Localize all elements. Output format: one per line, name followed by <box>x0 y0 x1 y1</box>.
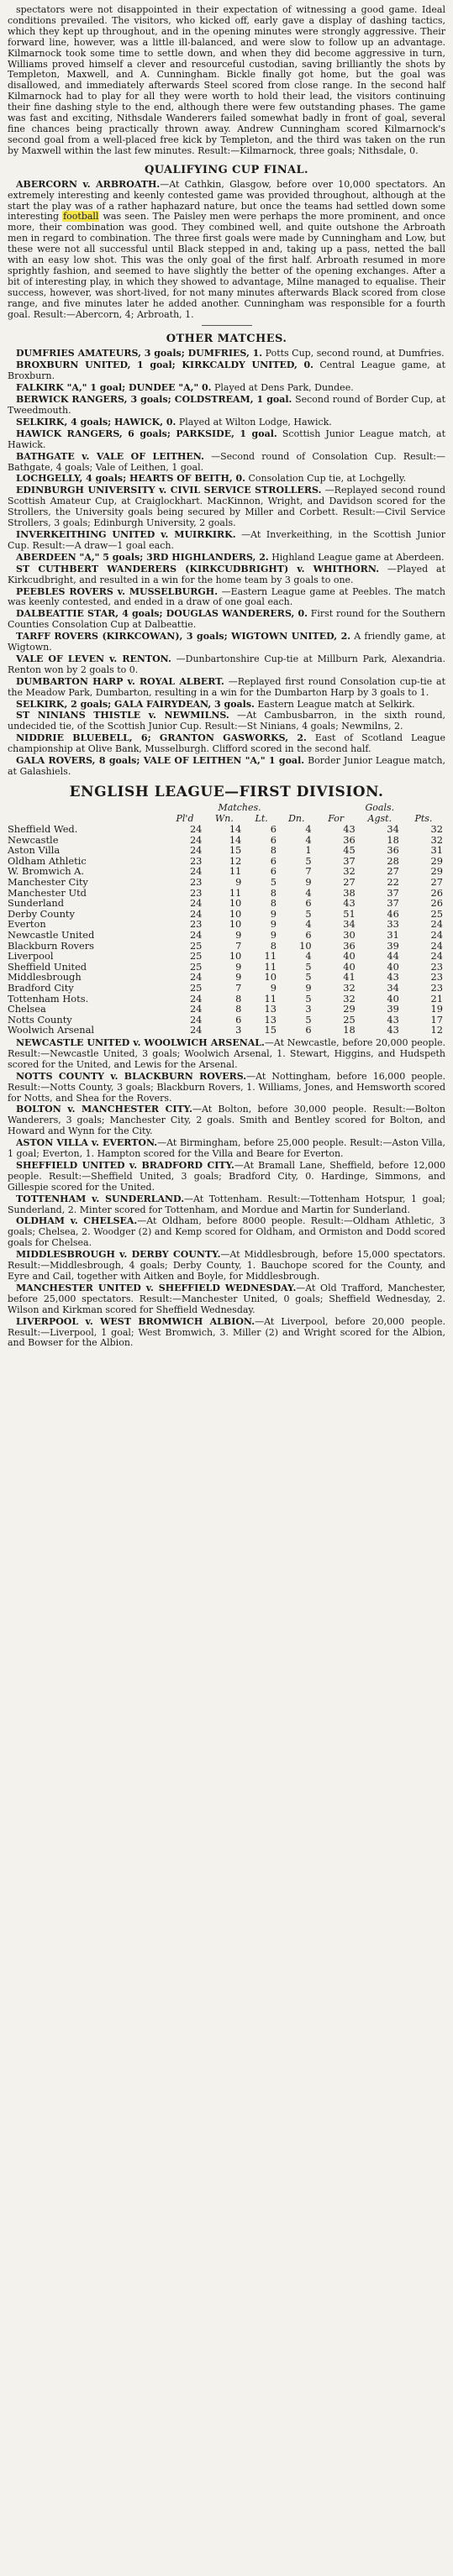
stat-for: 30 <box>343 929 356 942</box>
club-name: Notts County <box>8 1013 72 1026</box>
stat-wn: 11 <box>229 886 242 899</box>
match-result <box>8 564 445 586</box>
stat-agst: 33 <box>387 918 399 931</box>
highlighted-word: football <box>63 211 99 223</box>
stat-wn: 3 <box>235 1024 242 1036</box>
stat-agst: 34 <box>387 823 399 836</box>
match-result <box>8 700 445 711</box>
club-name: Sheffield United <box>8 960 87 973</box>
stat-agst: 43 <box>387 971 399 984</box>
match-teams: SHEFFIELD UNITED v. BRADFORD CITY. <box>16 1159 234 1171</box>
stat-pts: 25 <box>430 907 443 920</box>
stat-wn: 10 <box>229 907 242 920</box>
stat-pld: 24 <box>189 823 203 836</box>
match-result <box>8 474 445 485</box>
club-name: Sheffield Wed. <box>8 823 78 836</box>
match-teams: NEWCASTLE UNITED v. WOOLWICH ARSENAL. <box>16 1036 265 1048</box>
league-match-report <box>8 1104 445 1137</box>
stat-pts: 29 <box>430 865 443 878</box>
stat-dn: 5 <box>305 1013 312 1026</box>
column-header: Wn. <box>214 812 234 824</box>
match-detail: Highland League game at Aberdeen. <box>271 551 445 563</box>
match-result <box>8 429 445 451</box>
stat-agst: 22 <box>387 876 399 889</box>
stat-pts: 23 <box>430 960 443 973</box>
match-result <box>8 756 445 778</box>
match-teams: NIDDRIE BLUEBELL, 6; GRANTON GASWORKS, 2. <box>16 732 307 744</box>
other-matches-list <box>8 349 445 777</box>
match-teams: MANCHESTER UNITED v. SHEFFIELD WEDNESDAY. <box>16 1282 297 1293</box>
match-teams: BERWICK RANGERS, 3 goals; COLDSTREAM, 1 goal. <box>16 394 292 406</box>
table-row <box>8 877 445 888</box>
stat-for: 32 <box>343 992 356 1005</box>
table-row <box>8 930 445 941</box>
stat-pts: 24 <box>430 929 443 942</box>
stat-lt: 6 <box>270 854 277 867</box>
table-row <box>8 909 445 920</box>
match-teams: EDINBURGH UNIVERSITY v. CIVIL SERVICE STROLLERS. <box>16 485 322 496</box>
stat-lt: 9 <box>270 929 277 942</box>
table-row <box>8 1025 445 1036</box>
stat-lt: 11 <box>264 950 277 963</box>
stat-dn: 4 <box>305 918 312 931</box>
stat-for: 29 <box>343 1003 356 1015</box>
match-result <box>8 485 445 529</box>
stat-wn: 9 <box>235 960 242 973</box>
stat-for: 45 <box>343 844 356 857</box>
match-teams: VALE OF LEVEN v. RENTON. <box>16 653 171 664</box>
match-teams: ST CUTHBERT WANDERERS (KIRKCUDBRIGHT) v. WHITHORN. <box>16 563 380 574</box>
stat-pld: 24 <box>189 971 203 984</box>
match-teams: FALKIRK "A," 1 goal; DUNDEE "A," 0. <box>16 382 212 394</box>
match-detail: Border Junior League match, at Galashiels. <box>8 755 446 777</box>
match-teams: BOLTON v. MANCHESTER CITY. <box>16 1104 192 1115</box>
stat-for: 40 <box>343 950 356 963</box>
stat-pld: 24 <box>189 865 203 878</box>
stat-dn: 6 <box>305 929 312 942</box>
match-result <box>8 733 445 755</box>
stat-lt: 6 <box>270 833 277 846</box>
match-teams: NOTTS COUNTY v. BLACKBURN ROVERS. <box>16 1070 247 1082</box>
match-detail: —At Bolton, before 30,000 people. Result:—Bolton Wanderers, 3 goals; Manchester City, 2 goals. Smith and Bentley scored for Bolton, and Howard and Wynn for the City. <box>8 1104 445 1137</box>
table-row <box>8 941 445 952</box>
match-result <box>8 654 445 676</box>
club-name: Tottenham Hots. <box>8 992 89 1005</box>
match-detail: Played at Wilton Lodge, Hawick. <box>178 416 332 428</box>
stat-pts: 26 <box>430 886 443 899</box>
stat-lt: 8 <box>270 886 277 899</box>
stat-pld: 23 <box>189 876 203 889</box>
match-result <box>8 609 445 631</box>
table-row <box>8 888 445 899</box>
match-teams: HAWICK RANGERS, 6 goals; PARKSIDE, 1 goal. <box>16 428 277 439</box>
stat-for: 43 <box>343 823 356 836</box>
match-detail: Played at Dens Park, Dundee. <box>214 382 354 394</box>
stat-wn: 14 <box>229 833 242 846</box>
match-detail: —At Nottingham, before 16,000 people. Result:—Notts County, 3 goals; Blackburn Rovers, 1. Williams, Jones, and Hemsworth scored for Notts, and Shea for the Rovers. <box>8 1070 445 1104</box>
stat-dn: 5 <box>305 971 312 984</box>
league-table <box>8 803 445 1036</box>
club-name: Sunderland <box>8 897 65 910</box>
stat-for: 36 <box>343 939 356 952</box>
stat-lt: 13 <box>264 1003 277 1015</box>
stat-wn: 9 <box>235 929 242 942</box>
table-row <box>8 835 445 846</box>
stat-pld: 24 <box>189 844 203 857</box>
stat-agst: 37 <box>387 886 399 899</box>
stat-lt: 11 <box>264 992 277 1005</box>
match-teams: ABERCORN v. ARBROATH. <box>16 178 161 190</box>
stat-pld: 24 <box>189 1013 203 1026</box>
stat-pld: 25 <box>189 939 203 952</box>
match-result <box>8 383 445 394</box>
match-teams: TOTTENHAM v. SUNDERLAND. <box>16 1193 185 1204</box>
match-teams: OLDHAM v. CHELSEA. <box>16 1215 138 1227</box>
match-teams: SELKIRK, 2 goals; GALA FAIRYDEAN, 3 goals. <box>16 698 255 710</box>
club-name: Manchester City <box>8 876 88 889</box>
stat-pts: 24 <box>430 950 443 963</box>
match-teams: GALA ROVERS, 8 goals; VALE OF LEITHEN "A," 1 goal. <box>16 755 305 767</box>
stat-lt: 15 <box>264 1024 277 1036</box>
match-detail: —Eastern League game at Peebles. The match was keenly contested, and ended in a draw of one goal each. <box>8 585 445 608</box>
match-detail: —At Birmingham, before 25,000 people. Result:—Aston Villa, 1 goal; Everton, 1. Hampton scored for the Villa and Beare for Everton. <box>8 1137 446 1160</box>
stat-dn: 4 <box>305 950 312 963</box>
stat-dn: 4 <box>305 833 312 846</box>
match-detail: —Dunbartonshire Cup-tie at Millburn Park, Alexandria. Renton won by 2 goals to 0. <box>8 653 445 675</box>
report-text-pre: —At Cathkin, Glasgow, before over 10,000 spectators. An extremely interesting and keenly contested game was provided throughout, although at the start the play was of a rather haphazard nature, but once the teams had settled down some interesting <box>8 178 445 223</box>
stat-agst: 31 <box>387 929 399 942</box>
league-match-report <box>8 1038 445 1071</box>
match-detail: —Replayed second round Scottish Amateur Cup, at Craiglockhart. MacKinnon, Wright, and Davidson scored for the Strollers, the University goals being secured by Miller and Corbett. Result:—Civil Service Strollers, 3 goals; Edinburgh University, 2 goals. <box>8 485 446 529</box>
stat-agst: 39 <box>387 1003 399 1015</box>
column-header: Pl'd <box>176 812 194 824</box>
league-table-heading: ENGLISH LEAGUE—FIRST DIVISION. <box>69 783 384 800</box>
stat-pts: 32 <box>430 823 443 836</box>
club-name: Chelsea <box>8 1003 46 1015</box>
match-result <box>8 360 445 382</box>
stat-lt: 13 <box>264 1013 277 1026</box>
table-row <box>8 1004 445 1015</box>
stat-lt: 8 <box>270 939 277 952</box>
match-detail: Potts Cup, second round, at Dumfries. <box>265 348 445 359</box>
stat-agst: 34 <box>387 982 399 994</box>
matches-group-header: Matches. <box>218 801 261 813</box>
league-match-report <box>8 1216 445 1249</box>
match-teams: DUMFRIES AMATEURS, 3 goals; DUMFRIES, 1. <box>16 348 263 359</box>
stat-dn: 4 <box>305 823 312 836</box>
match-teams: ABERDEEN "A," 5 goals; 3RD HIGHLANDERS, 2. <box>16 551 269 563</box>
stat-pts: 32 <box>430 833 443 846</box>
match-teams: LOCHGELLY, 4 goals; HEARTS OF BEITH, 0. <box>16 473 245 485</box>
stat-dn: 1 <box>305 844 312 857</box>
club-name: Blackburn Rovers <box>8 939 95 952</box>
match-detail: East of Scotland League championship at Olive Bank, Musselburgh. Clifford scored in the second half. <box>8 732 445 755</box>
match-result <box>8 553 445 564</box>
match-result <box>8 632 445 653</box>
stat-lt: 6 <box>270 865 277 878</box>
match-result <box>8 452 445 474</box>
stat-wn: 12 <box>229 854 242 867</box>
league-match-report <box>8 1250 445 1283</box>
match-detail: —At Tottenham. Result:—Tottenham Hotspur, 1 goal; Sunderland, 2. Minter scored for Tottenham, and Mordue and Martin for Sunderland. <box>8 1193 445 1215</box>
stat-pts: 17 <box>430 1013 443 1026</box>
stat-for: 41 <box>343 971 356 984</box>
stat-dn: 9 <box>305 876 312 889</box>
stat-dn: 7 <box>305 865 312 878</box>
stat-lt: 9 <box>270 907 277 920</box>
stat-agst: 46 <box>387 907 399 920</box>
column-header: Pts. <box>414 812 433 824</box>
match-teams: ASTON VILLA v. EVERTON. <box>16 1137 158 1149</box>
stat-agst: 39 <box>387 939 399 952</box>
club-name: Derby County <box>8 907 75 920</box>
stat-pld: 24 <box>189 1024 203 1036</box>
club-name: Aston Villa <box>8 844 61 857</box>
league-match-report <box>8 1072 445 1104</box>
stat-pts: 23 <box>430 971 443 984</box>
other-matches-heading: OTHER MATCHES. <box>166 333 287 346</box>
match-teams: LIVERPOOL v. WEST BROMWICH ALBION. <box>16 1315 255 1327</box>
stat-wn: 8 <box>235 992 242 1005</box>
match-detail: Scottish Junior League match, at Hawick. <box>8 428 445 450</box>
column-header: Agst. <box>367 812 392 824</box>
match-teams: TARFF ROVERS (KIRKCOWAN), 3 goals; WIGTOWN UNITED, 2. <box>16 631 351 643</box>
stat-dn: 9 <box>305 982 312 994</box>
match-detail: —At Old Trafford, Manchester, before 25,000 spectators. Result:—Manchester United, 0 goals; Sheffield Wednesday, 2. Wilson and Kirkman scored for Sheffield Wednesday. <box>8 1282 445 1315</box>
stat-pld: 25 <box>189 960 203 973</box>
stat-wn: 10 <box>229 918 242 931</box>
match-teams: ST NINIANS THISTLE v. NEWMILNS. <box>16 710 229 721</box>
table-row <box>8 845 445 856</box>
stat-dn: 10 <box>299 939 312 952</box>
column-header: Lt. <box>255 812 268 824</box>
match-detail: Consolation Cup tie, at Lochgelly. <box>248 473 407 485</box>
stat-for: 43 <box>343 897 356 910</box>
stat-lt: 11 <box>264 960 277 973</box>
table-row <box>8 824 445 835</box>
stat-lt: 8 <box>270 897 277 910</box>
stat-lt: 6 <box>270 823 277 836</box>
stat-lt: 5 <box>270 876 277 889</box>
match-teams: BROXBURN UNITED, 1 goal; KIRKCALDY UNITED, 0. <box>16 359 313 371</box>
club-name: Newcastle United <box>8 929 95 942</box>
stat-lt: 9 <box>270 982 277 994</box>
match-detail: First round for the Southern Counties Consolation Cup at Dalbeattie. <box>8 608 446 631</box>
match-result <box>8 530 445 552</box>
match-result <box>8 395 445 417</box>
column-header: For <box>328 812 345 824</box>
stat-pts: 27 <box>430 876 443 889</box>
stat-for: 32 <box>343 982 356 994</box>
column-header: Dn. <box>288 812 305 824</box>
table-row <box>8 898 445 909</box>
match-result <box>8 677 445 699</box>
stat-dn: 5 <box>305 854 312 867</box>
stat-pld: 24 <box>189 897 203 910</box>
stat-dn: 6 <box>305 897 312 910</box>
stat-pts: 24 <box>430 918 443 931</box>
match-detail: Second round of Border Cup, at Tweedmouth. <box>8 394 445 416</box>
qualifying-report <box>8 180 445 321</box>
stat-dn: 5 <box>305 992 312 1005</box>
stat-pld: 24 <box>189 1003 203 1015</box>
stat-dn: 4 <box>305 886 312 899</box>
club-name: Middlesbrough <box>8 971 82 984</box>
stat-agst: 43 <box>387 1024 399 1036</box>
section-divider <box>202 325 252 326</box>
match-result <box>8 711 445 732</box>
stat-pld: 23 <box>189 918 203 931</box>
stat-pld: 24 <box>189 833 203 846</box>
stat-pts: 19 <box>430 1003 443 1015</box>
stat-lt: 8 <box>270 844 277 857</box>
stat-pld: 25 <box>189 950 203 963</box>
league-match-report <box>8 1283 445 1316</box>
stat-agst: 27 <box>387 865 399 878</box>
league-match-report <box>8 1194 445 1216</box>
match-detail: A friendly game, at Wigtown. <box>8 631 445 653</box>
stat-for: 32 <box>343 865 356 878</box>
stat-lt: 9 <box>270 918 277 931</box>
match-detail: —At Oldham, before 8000 people. Result:—Oldham Athletic, 3 goals; Chelsea, 2. Woodger (2) and Kemp scored for Oldham, and Ormiston and Dodd scored goals for Chelsea. <box>8 1215 445 1249</box>
stat-agst: 28 <box>387 854 399 867</box>
match-teams: BATHGATE v. VALE OF LEITHEN. <box>16 450 204 462</box>
club-name: Everton <box>8 918 46 931</box>
club-name: Manchester Utd <box>8 886 87 899</box>
match-teams: SELKIRK, 4 goals; HAWICK, 0. <box>16 416 176 428</box>
qualifying-cup-heading: QUALIFYING CUP FINAL. <box>144 163 308 176</box>
stat-wn: 9 <box>235 971 242 984</box>
stat-for: 36 <box>343 833 356 846</box>
stat-dn: 5 <box>305 907 312 920</box>
stat-pts: 31 <box>430 844 443 857</box>
league-reports <box>8 1038 445 1349</box>
match-detail: —At Inverkeithing, in the Scottish Junior Cup. Result:—A draw—1 goal each. <box>8 528 445 551</box>
club-name: Oldham Athletic <box>8 854 87 867</box>
club-name: Liverpool <box>8 950 54 963</box>
match-detail: —Played at Kirkcudbright, and resulted in a win for the home team by 3 goals to one. <box>8 563 446 585</box>
stat-agst: 36 <box>387 844 399 857</box>
stat-pld: 24 <box>189 907 203 920</box>
stat-pts: 12 <box>430 1024 443 1036</box>
stat-pld: 24 <box>189 929 203 942</box>
goals-group-header: Goals. <box>365 801 395 813</box>
stat-for: 18 <box>343 1024 356 1036</box>
stat-for: 51 <box>343 907 356 920</box>
stat-lt: 10 <box>264 971 277 984</box>
match-detail: Central League game, at Broxburn. <box>8 359 446 382</box>
stat-pts: 26 <box>430 897 443 910</box>
stat-agst: 40 <box>387 960 399 973</box>
report-text-post: was seen. The Paisley men were perhaps the more prominent, and once more, their combination was good. They combined well, and quite outshone the Arbroath men in regard to combination. The three first goals were made by Cunningham and Low, but these were not all successful until Black stepped in and, taking up a pass, netted the ball with an easy low shot. This was the only goal of the first half. Arbroath resumed in more sprightly fashion, and seemed to have slightly the better of the opening exchanges. After a bit of interesting play, in which they showed to advantage, Milne managed to equalise. Their success, however, was short-lived, for not many minutes afterwards Black scored from close range, and five minutes later he added another. Cunningham was responsible for a fourth goal. Result:—Abercorn, 4; Arbroath, 1. <box>8 211 445 320</box>
table-row <box>8 994 445 1005</box>
match-result <box>8 587 445 609</box>
stat-for: 37 <box>343 854 356 867</box>
league-match-report <box>8 1138 445 1160</box>
stat-agst: 37 <box>387 897 399 910</box>
stat-wn: 15 <box>229 844 242 857</box>
stat-pts: 21 <box>430 992 443 1005</box>
club-name: Woolwich Arsenal <box>8 1024 95 1036</box>
stat-wn: 8 <box>235 1003 242 1015</box>
stat-wn: 11 <box>229 865 242 878</box>
intro-report: spectators were not disappointed in their expectation of witnessing a good game. Ideal conditions prevailed. The visitors, who kicked off, early gave a display of dashing tactics, which they kept up throughout, and in the opening minutes were strongly aggressive. Their forward line, however, was a little ill-balanced, and were slow to follow up an advantage. Kilmarnock took some time to settle down, and when they did become aggressive in turn, Williams proved himself a clever and resourceful custodian, saving brilliantly the shots by Templeton, Maxwell, and A. Cunningham. Bickle finally got home, but the goal was disallowed, and immediately afterwards Steel scored from close range. In the second half Kilmarnock had to play for all they were worth to hold their lead, the visitors continuing their fine dashing style to the end, although there were few outstanding phases. The game was fast and exciting, Nithsdale Wanderers failed somewhat badly in front of goal, several fine chances being practically thrown away. Andrew Cunningham scored Kilmarnock's second goal from a well-placed free kick by Templeton, and the third was taken on the run by Maxwell within the last few minutes. Result:—Kilmarnock, three goals; Nithsdale, 0. <box>8 4 445 156</box>
match-teams: DALBEATTIE STAR, 4 goals; DOUGLAS WANDERERS, 0. <box>16 608 308 620</box>
stat-wn: 9 <box>235 876 242 889</box>
stat-agst: 43 <box>387 1013 399 1026</box>
stat-agst: 44 <box>387 950 399 963</box>
match-detail: —At Liverpool, before 20,000 people. Result:—Liverpool, 1 goal; West Bromwich, 3. Miller (2) and Wright scored for the Albion, and Bowser for the Albion. <box>8 1315 445 1349</box>
match-result <box>8 417 445 428</box>
stat-wn: 6 <box>235 1013 242 1026</box>
match-teams: MIDDLESBROUGH v. DERBY COUNTY. <box>16 1249 221 1261</box>
match-detail: —At Cambusbarron, in the sixth round, undecided tie, of the Scottish Junior Cup. Result:—St Ninians, 4 goals; Newmilns, 2. <box>8 710 445 732</box>
stat-pts: 23 <box>430 982 443 994</box>
league-match-report <box>8 1317 445 1350</box>
table-row <box>8 951 445 962</box>
league-match-report <box>8 1161 445 1194</box>
stat-for: 38 <box>343 886 356 899</box>
stat-for: 34 <box>343 918 356 931</box>
stat-for: 27 <box>343 876 356 889</box>
stat-for: 25 <box>343 1013 356 1026</box>
match-detail: Eastern League match at Selkirk. <box>257 698 415 710</box>
club-name: W. Bromwich A. <box>8 865 85 878</box>
match-teams: INVERKEITHING UNITED v. MUIRKIRK. <box>16 528 236 540</box>
stat-dn: 3 <box>305 1003 312 1015</box>
stat-wn: 14 <box>229 823 242 836</box>
stat-pld: 23 <box>189 854 203 867</box>
stat-wn: 10 <box>229 950 242 963</box>
stat-pld: 24 <box>189 992 203 1005</box>
match-teams: PEEBLES ROVERS v. MUSSELBURGH. <box>16 585 219 597</box>
match-detail: —Replayed first round Consolation cup-tie at the Meadow Park, Dumbarton, resulting in a win for the Dumbarton Harp by 3 goals to 1. <box>8 675 445 698</box>
stat-pld: 23 <box>189 886 203 899</box>
match-detail: —At Bramall Lane, Sheffield, before 12,000 people. Result:—Sheffield United, 3 goals; Bradford City, 0. Hardinge, Simmons, and Gillespie scored for the United. <box>8 1159 445 1193</box>
club-name: Newcastle <box>8 833 59 846</box>
stat-wn: 7 <box>235 939 242 952</box>
match-detail: —At Newcastle, before 20,000 people. Result:—Newcastle United, 3 goals; Woolwich Arsenal, 1. Stewart, Higgins, and Hudspeth scored for the United, and Lewis for the Arsenal. <box>8 1036 445 1070</box>
stat-wn: 7 <box>235 982 242 994</box>
match-detail: —Second round of Consolation Cup. Result:—Bathgate, 4 goals; Vale of Leithen, 1 goal. <box>8 450 446 473</box>
club-name: Bradford City <box>8 982 74 994</box>
stat-dn: 6 <box>305 1024 312 1036</box>
stat-pld: 25 <box>189 982 203 994</box>
stat-pts: 24 <box>430 939 443 952</box>
table-row <box>8 983 445 994</box>
stat-for: 40 <box>343 960 356 973</box>
stat-agst: 18 <box>387 833 399 846</box>
match-detail: —At Middlesbrough, before 15,000 spectators. Result:—Middlesbrough, 4 goals; Derby County, 1. Bauchope scored for the County, and Eyre and Cail, together with Aitken and Boyle, for Middlesbrough. <box>8 1249 445 1282</box>
stat-wn: 10 <box>229 897 242 910</box>
stat-agst: 40 <box>387 992 399 1005</box>
match-teams: DUMBARTON HARP v. ROYAL ALBERT. <box>16 675 224 687</box>
stat-pts: 29 <box>430 854 443 867</box>
match-result <box>8 349 445 359</box>
stat-dn: 5 <box>305 960 312 973</box>
